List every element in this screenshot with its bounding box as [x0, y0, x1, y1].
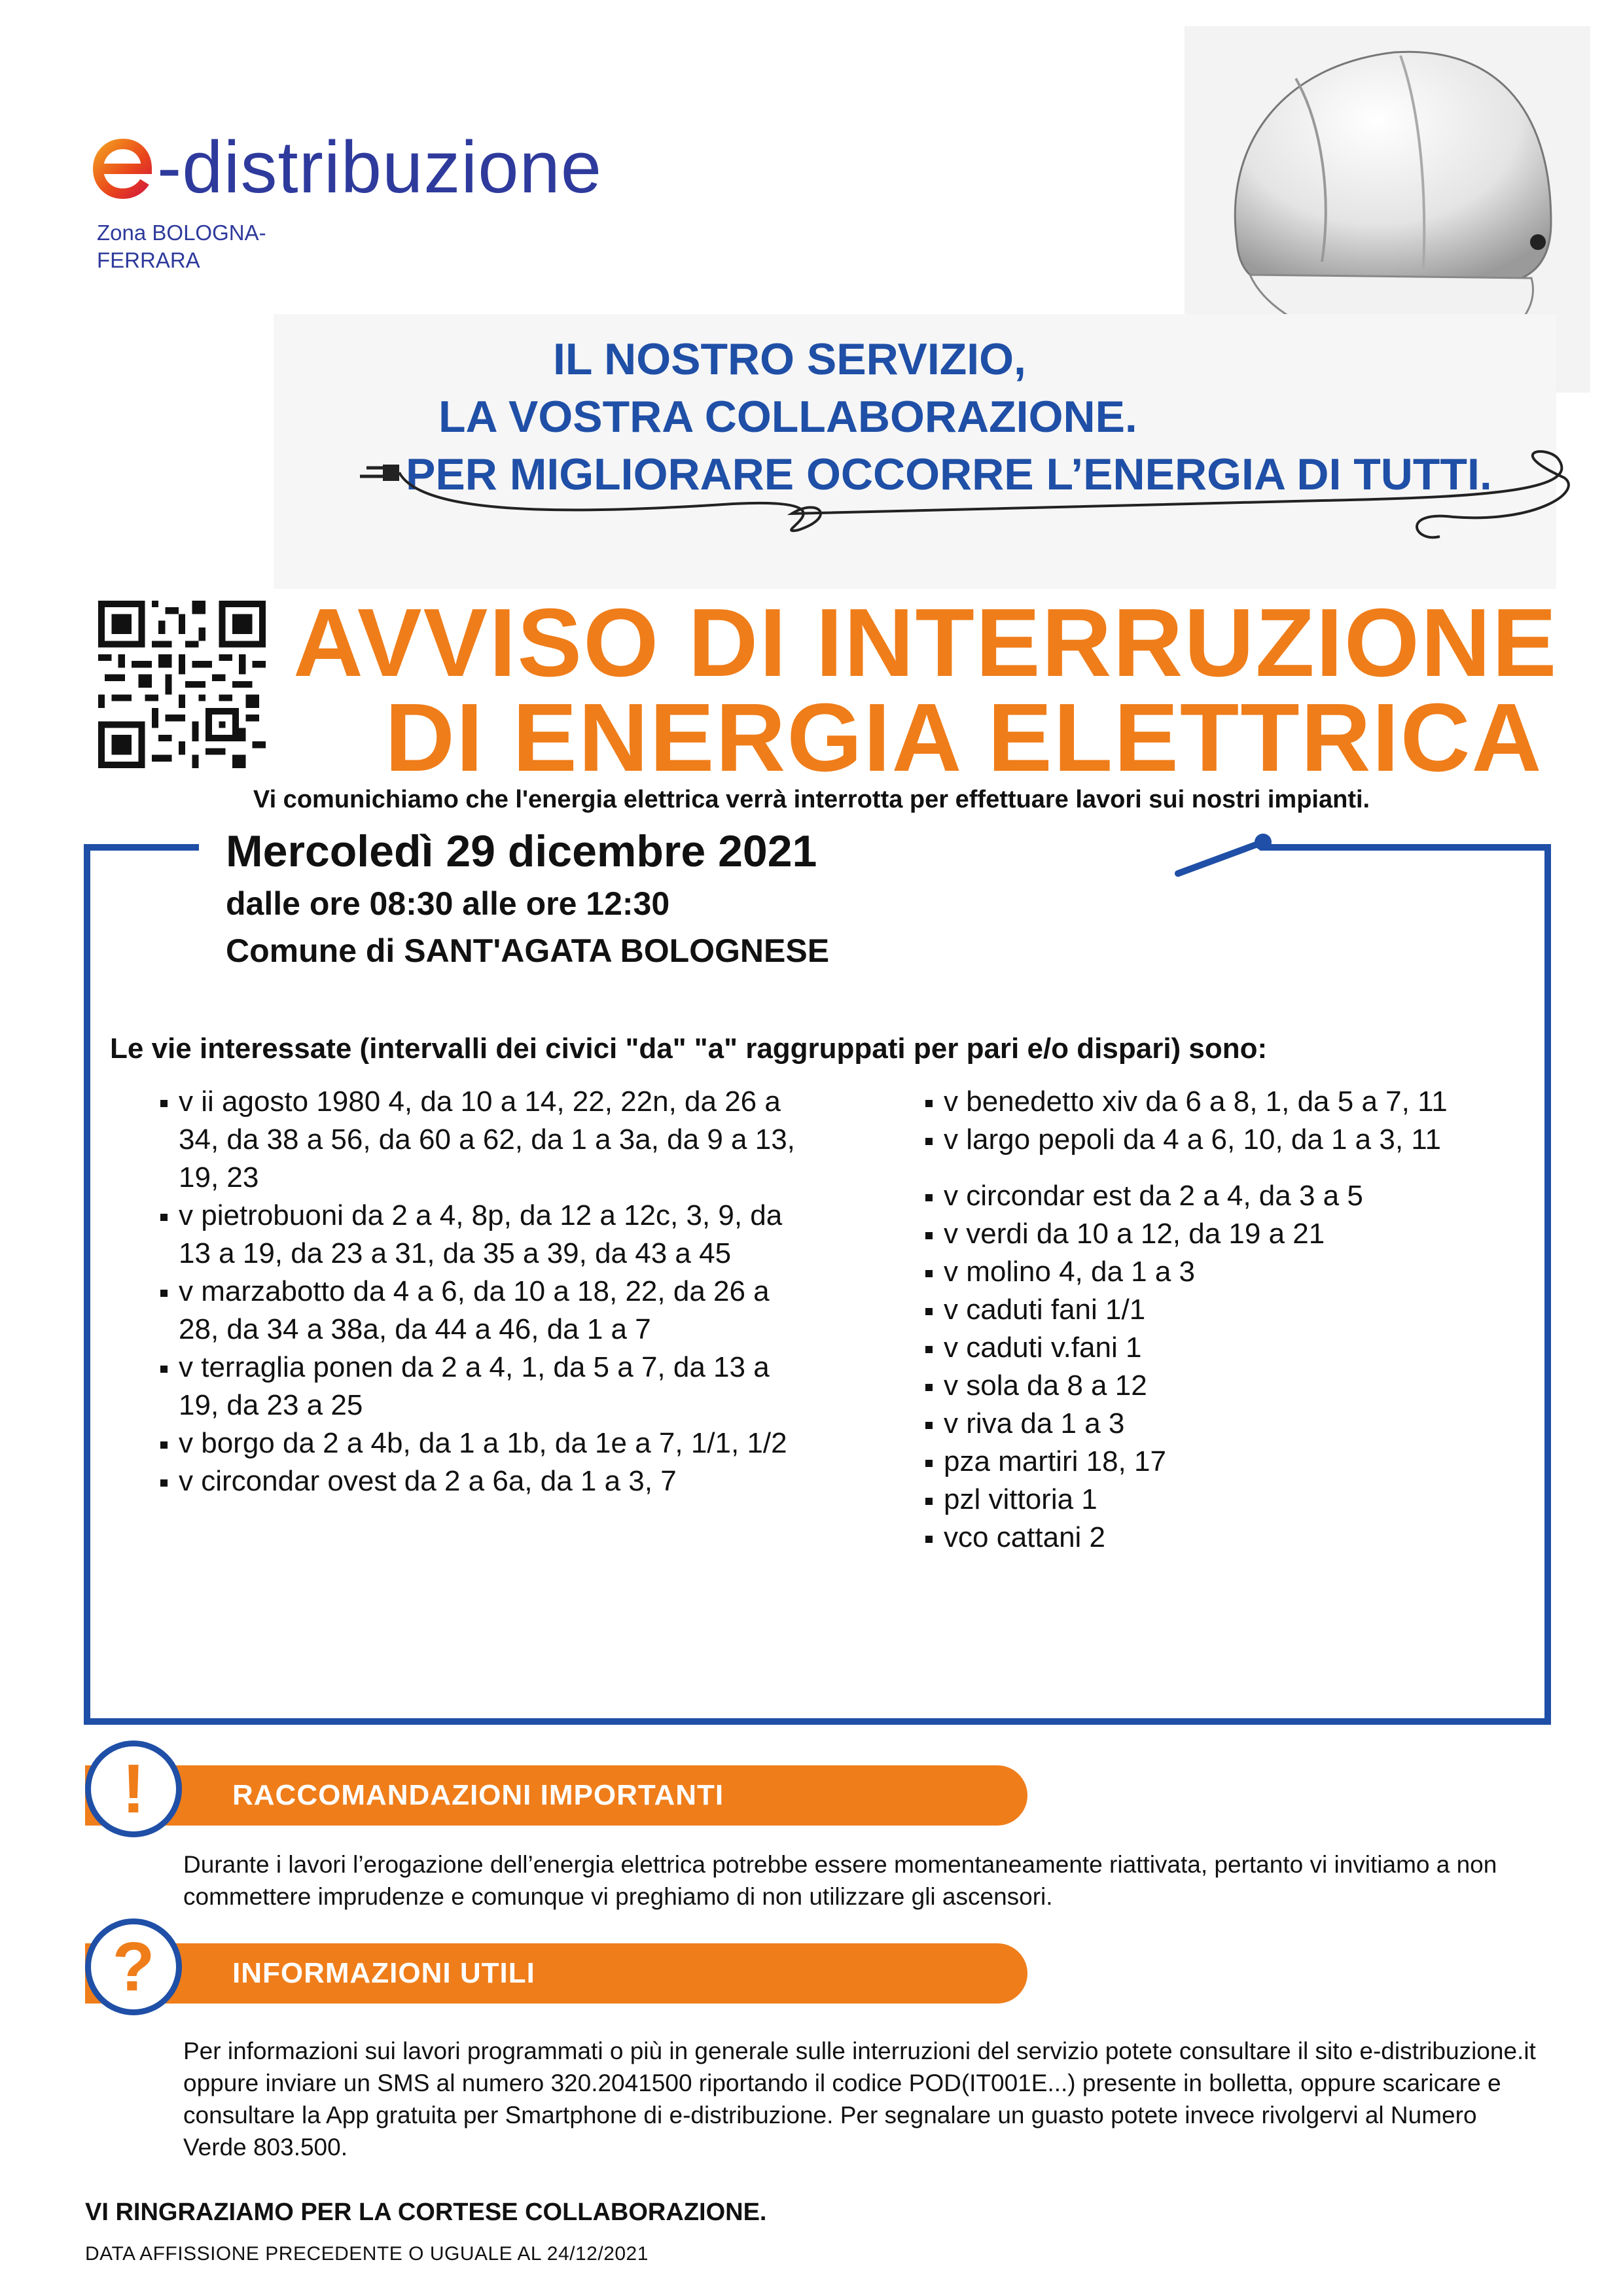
- exclamation-icon: !: [85, 1740, 182, 1837]
- interruption-date: Mercoledì 29 dicembre 2021: [226, 826, 817, 876]
- thanks-text: VI RINGRAZIAMO PER LA CORTESE COLLABORAZIONE.: [85, 2199, 767, 2226]
- streets-list-right: [924, 1083, 1565, 1557]
- street-item: v sola da 8 a 12: [924, 1367, 1565, 1405]
- slogan-line-1: IL NOSTRO SERVIZIO,: [553, 334, 1026, 384]
- street-item: v molino 4, da 1 a 3: [924, 1253, 1565, 1291]
- info-text: Per informazioni sui lavori programmati o più in generale sulle interruzioni del servizio potete consultare il sito e-distribuzione.it oppure inviare un SMS al numero 320.2041500 riportando il codice POD(IT001E...) presente in bolletta, oppure scaricare e consultare la App gratuita per Smartphone di e-distribuzione. Per segnalare un guasto potete invece rivolgervi al Numero Verde 803.500.: [183, 2038, 1536, 2161]
- slogan-line-2: LA VOSTRA COLLABORAZIONE.: [438, 392, 1137, 442]
- brand-name: -distribuzione: [157, 126, 603, 208]
- street-item: v largo pepoli da 4 a 6, 10, da 1 a 3, 11: [924, 1121, 1565, 1159]
- street-item: v circondar est da 2 a 4, da 3 a 5: [924, 1177, 1565, 1215]
- recommendations-text: Durante i lavori l’erogazione dell’energia elettrica potrebbe essere momentaneamente riattivata, pertanto vi invitiamo a non commettere imprudenze e comunque vi preghiamo di non utilizzare gli ascensori.: [183, 1851, 1497, 1910]
- street-item: v borgo da 2 a 4b, da 1 a 1b, da 1e a 7, 1/1, 1/2: [159, 1424, 813, 1462]
- frame-top-right-line: [1260, 844, 1551, 851]
- notice-title: [293, 589, 1558, 792]
- brand-logo: [90, 126, 603, 208]
- street-item: v pietrobuoni da 2 a 4, 8p, da 12 a 12c, 3, 9, da 13 a 19, da 23 a 31, da 35 a 39, da 43 a 45: [159, 1197, 813, 1273]
- zone-label: Zona BOLOGNA-FERRARA: [97, 221, 266, 272]
- street-item: v verdi da 10 a 12, da 19 a 21: [924, 1215, 1565, 1253]
- info-heading: INFORMAZIONI UTILI: [232, 1957, 535, 1989]
- meter-needle-icon: [1171, 828, 1283, 880]
- streets-heading: Le vie interessate (intervalli dei civici "da" "a" raggruppati per pari e/o dispari) sono:: [110, 1033, 1268, 1065]
- qr-code[interactable]: [98, 601, 266, 768]
- street-item: v caduti fani 1/1: [924, 1291, 1565, 1329]
- street-item: v terraglia ponen da 2 a 4, 1, da 5 a 7, da 13 a 19, da 23 a 25: [159, 1349, 813, 1424]
- street-item: v ii agosto 1980 4, da 10 a 14, 22, 22n, da 26 a 34, da 38 a 56, da 60 a 62, da 1 a 3a, da 9 a 13, 19, 23: [159, 1083, 813, 1197]
- list-spacer: [924, 1159, 1565, 1177]
- e-logo-icon: [90, 135, 156, 200]
- street-item: pza martiri 18, 17: [924, 1443, 1565, 1481]
- interruption-hours: dalle ore 08:30 alle ore 12:30: [226, 885, 670, 922]
- affix-date: DATA AFFISSIONE PRECEDENTE O UGUALE AL 24/12/2021: [85, 2243, 649, 2265]
- frame-top-left-line: [84, 844, 199, 851]
- slogan-line-3: PER MIGLIORARE OCCORRE L’ENERGIA DI TUTTI.: [406, 450, 1492, 499]
- plug-cord-icon: [340, 438, 1616, 569]
- street-item: v marzabotto da 4 a 6, da 10 a 18, 22, da 26 a 28, da 34 a 38a, da 44 a 46, da 1 a 7: [159, 1273, 813, 1349]
- title-line-2: DI ENERGIA ELETTRICA: [385, 684, 1543, 792]
- street-item: v benedetto xiv da 6 a 8, 1, da 5 a 7, 11: [924, 1083, 1565, 1121]
- recommendations-banner: [85, 1765, 1027, 1826]
- streets-list-left: [159, 1083, 813, 1500]
- street-item: pzl vittoria 1: [924, 1481, 1565, 1519]
- info-banner: [85, 1943, 1027, 2004]
- street-item: vco cattani 2: [924, 1519, 1565, 1557]
- question-mark-icon: ?: [85, 1918, 182, 2015]
- recommendations-heading: RACCOMANDAZIONI IMPORTANTI: [232, 1779, 724, 1811]
- intro-text: Vi comunichiamo che l'energia elettrica verrà interrotta per effettuare lavori sui nostri impianti.: [253, 786, 1370, 813]
- interruption-comune: Comune di SANT'AGATA BOLOGNESE: [226, 932, 830, 969]
- title-line-1: AVVISO DI INTERRUZIONE: [293, 589, 1558, 697]
- street-item: v riva da 1 a 3: [924, 1405, 1565, 1443]
- street-item: v circondar ovest da 2 a 6a, da 1 a 3, 7: [159, 1462, 813, 1500]
- street-item: v caduti v.fani 1: [924, 1329, 1565, 1367]
